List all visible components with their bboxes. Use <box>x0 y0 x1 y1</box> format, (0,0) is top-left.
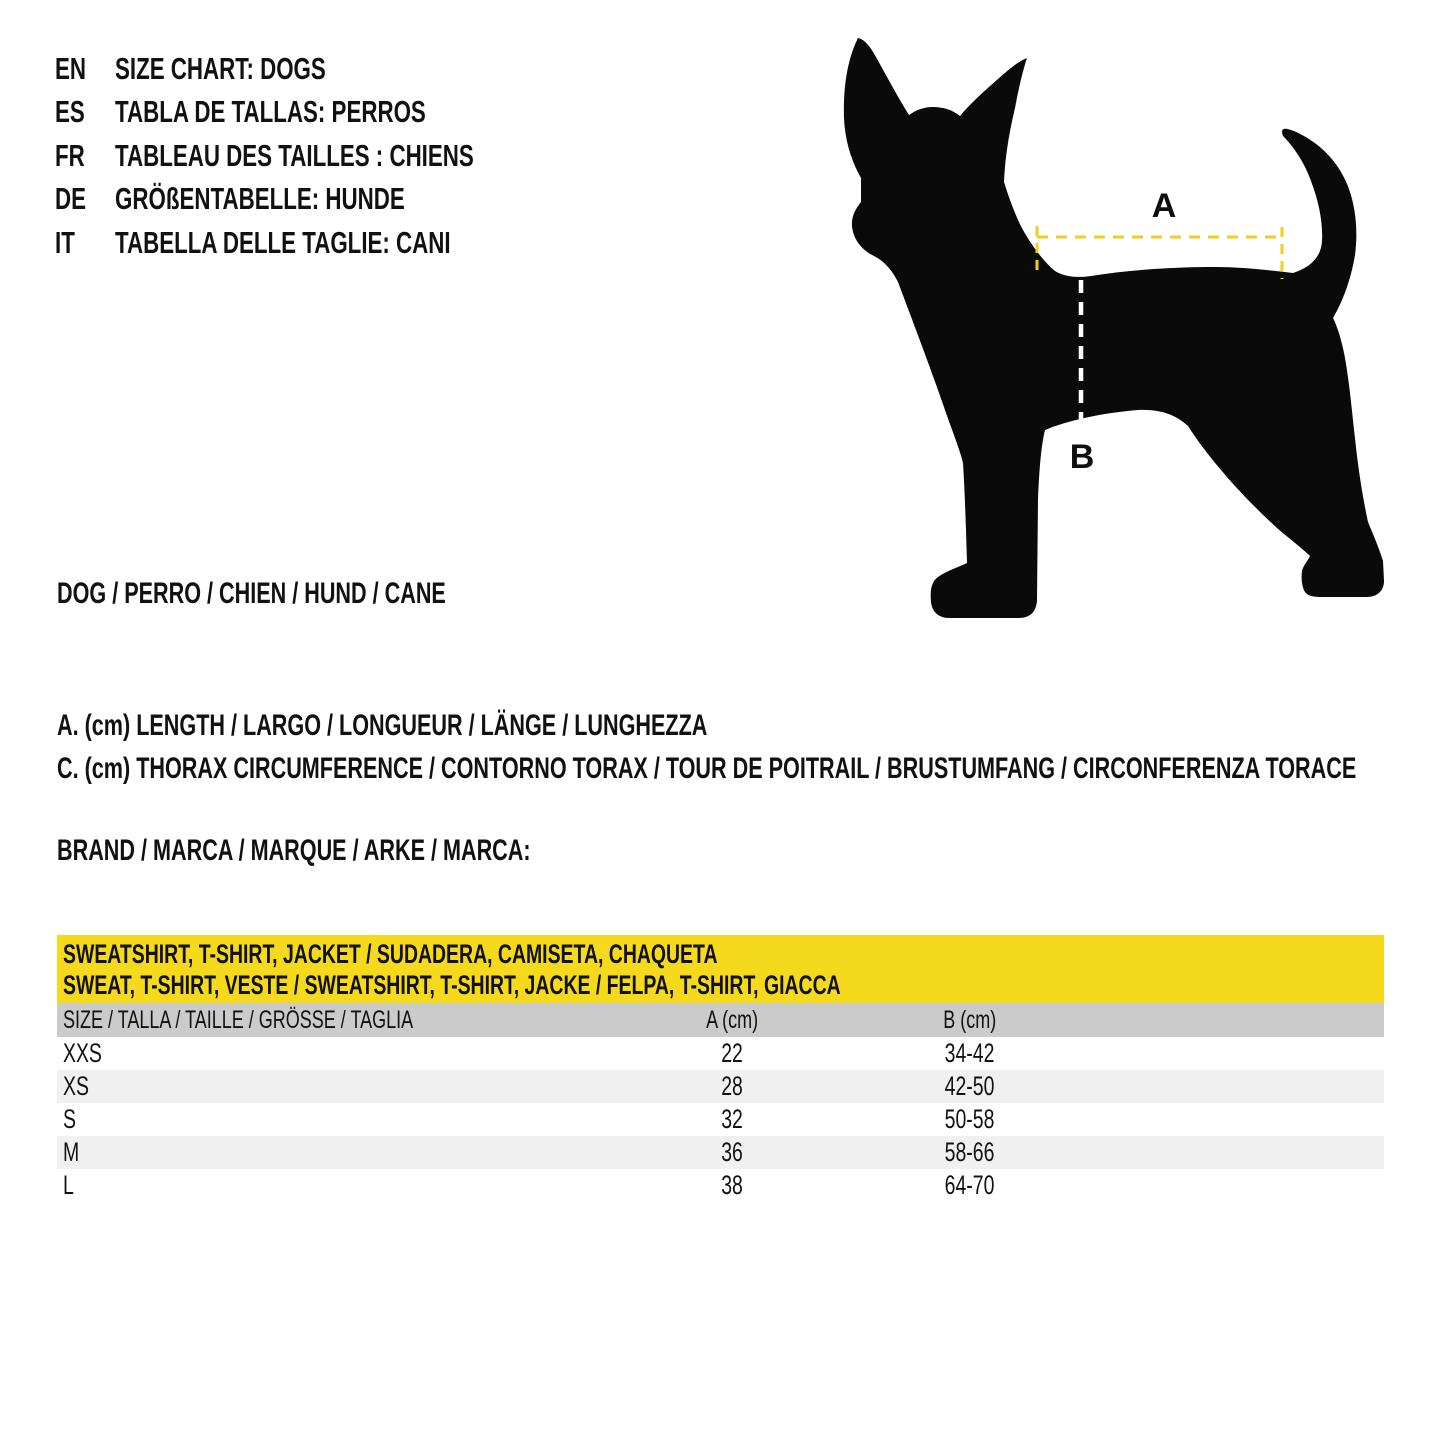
dog-silhouette <box>844 38 1384 618</box>
language-label: TABLEAU DES TAILLES : CHIENS <box>115 137 474 173</box>
table-row-m <box>57 1136 1384 1169</box>
language-label: GRÖßENTABELLE: HUNDE <box>115 181 405 217</box>
table-row-l <box>57 1169 1384 1202</box>
dog-measurement-diagram <box>820 30 1420 630</box>
table-header-line-1: SWEATSHIRT, T-SHIRT, JACKET / SUDADERA, CAMISETA, CHAQUETA <box>63 939 718 969</box>
measurement-note-c: C. (cm) THORAX CIRCUMFERENCE / CONTORNO TORAX / TOUR DE POITRAIL / BRUSTUMFANG / CIRCONFERENZA TORACE <box>57 751 1357 785</box>
language-code: EN <box>55 51 87 86</box>
cell-size: XXS <box>63 1038 102 1068</box>
cell-b: 50-58 <box>945 1104 995 1134</box>
brand-line: BRAND / MARCA / MARQUE / ARKE / MARCA: <box>57 834 531 867</box>
table-header-banner <box>57 935 1384 1003</box>
language-code: ES <box>55 94 85 130</box>
size-table <box>57 935 1384 1202</box>
animal-caption-text: DOG / PERRO / CHIEN / HUND / CANE <box>57 577 446 610</box>
cell-a: 36 <box>721 1137 743 1167</box>
language-code: IT <box>55 224 75 260</box>
marker-a-label: A <box>1151 187 1177 225</box>
cell-a: 22 <box>721 1038 743 1068</box>
dog-diagram-svg <box>820 30 1420 630</box>
cell-a: 32 <box>721 1104 743 1134</box>
table-row-s <box>57 1103 1384 1136</box>
language-label: TABELLA DELLE TAGLIE: CANI <box>115 224 451 260</box>
cell-size: XS <box>63 1071 89 1101</box>
cell-b: 42-50 <box>945 1071 995 1101</box>
animal-caption <box>57 579 597 609</box>
column-header-row <box>57 1003 1384 1037</box>
column-header-size: SIZE / TALLA / TAILLE / GRÖSSE / TAGLIA <box>63 1005 414 1034</box>
table-header-line-2: SWEAT, T-SHIRT, VESTE / SWEATSHIRT, T-SHIRT, JACKE / FELPA, T-SHIRT, GIACCA <box>63 970 841 1000</box>
cell-a: 38 <box>721 1170 743 1200</box>
table-row-xxs <box>57 1037 1384 1070</box>
cell-b: 34-42 <box>945 1038 995 1068</box>
cell-a: 28 <box>721 1071 743 1101</box>
cell-b: 64-70 <box>945 1170 995 1200</box>
language-label: TABLA DE TALLAS: PERROS <box>115 94 426 130</box>
measurement-notes <box>57 705 1445 790</box>
cell-b: 58-66 <box>945 1137 995 1167</box>
cell-size: L <box>63 1170 74 1200</box>
measurement-note-a: A. (cm) LENGTH / LARGO / LONGUEUR / LÄNGE / LUNGHEZZA <box>57 709 708 742</box>
language-code: FR <box>55 137 85 173</box>
column-header-a: A (cm) <box>706 1005 758 1034</box>
marker-b-label: B <box>1069 438 1095 476</box>
cell-size: M <box>63 1137 80 1167</box>
language-code: DE <box>55 181 87 217</box>
cell-size: S <box>63 1104 76 1134</box>
language-label: SIZE CHART: DOGS <box>115 51 326 86</box>
column-header-b: B (cm) <box>943 1005 997 1034</box>
table-row-xs <box>57 1070 1384 1103</box>
